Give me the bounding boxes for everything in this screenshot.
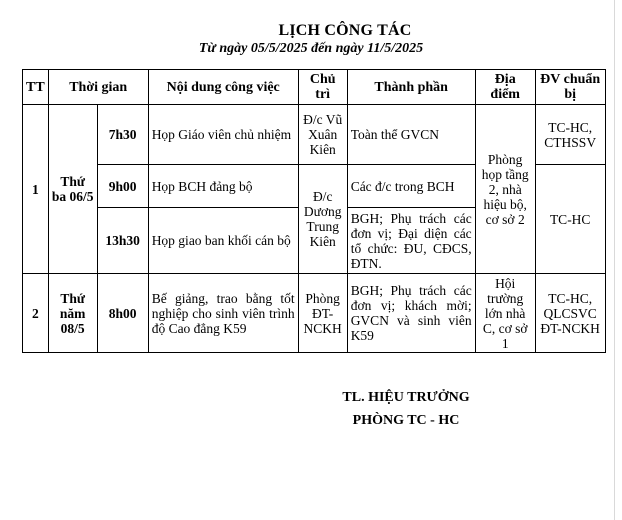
row-location: Hội trường lớn nhà C, cơ sở 1 (475, 274, 535, 353)
row-participants: BGH; Phụ trách các đơn vị; Đại diện các tổ chức: ĐU, CĐCS, ĐTN. (347, 208, 475, 274)
table-row (23, 105, 606, 165)
row-day: Thứ ba 06/5 (48, 105, 97, 274)
page-edge-divider (614, 0, 615, 520)
row-prep-unit: TC-HC, CTHSSV (535, 105, 605, 165)
header-time: Thời gian (48, 70, 148, 105)
schedule-table (22, 69, 606, 353)
row-participants: Các đ/c trong BCH (347, 165, 475, 208)
row-chair: Phòng ĐT-NCKH (298, 274, 347, 353)
row-content: Họp Giáo viên chủ nhiệm (148, 105, 298, 165)
row-number: 1 (23, 105, 49, 274)
header-participants: Thành phần (347, 70, 475, 105)
header-tt: TT (23, 70, 49, 105)
signature-title: TL. HIỆU TRƯỞNG (342, 390, 470, 405)
header-chair: Chủ trì (298, 70, 347, 105)
header-content: Nội dung công việc (148, 70, 298, 105)
date-range-subtitle: Từ ngày 05/5/2025 đến ngày 11/5/2025 (198, 41, 424, 56)
row-chair: Đ/c Vũ Xuân Kiên (298, 105, 347, 165)
row-content: Họp giao ban khối cán bộ (148, 208, 298, 274)
row-day: Thứ năm 08/5 (48, 274, 97, 353)
row-number: 2 (23, 274, 49, 353)
row-prep-unit: TC-HC (535, 165, 605, 274)
row-participants: BGH; Phụ trách các đơn vị; khách mời; GVCN và sinh viên K59 (347, 274, 475, 353)
row-time: 8h00 (97, 274, 148, 353)
row-time: 7h30 (97, 105, 148, 165)
signature-department: PHÒNG TC - HC (352, 413, 460, 428)
row-content: Họp BCH đảng bộ (148, 165, 298, 208)
row-location: Phòng họp tầng 2, nhà hiệu bộ, cơ sở 2 (475, 105, 535, 274)
row-time: 9h00 (97, 165, 148, 208)
row-content: Bế giảng, trao bằng tốt nghiệp cho sinh viên trình độ Cao đẳng K59 (148, 274, 298, 353)
row-chair: Đ/c Dương Trung Kiên (298, 165, 347, 274)
document-title: LỊCH CÔNG TÁC (278, 22, 412, 39)
table-row (23, 274, 606, 353)
header-prep-unit: ĐV chuẩn bị (535, 70, 605, 105)
row-participants: Toàn thể GVCN (347, 105, 475, 165)
row-prep-unit: TC-HC, QLCSVC ĐT-NCKH (535, 274, 605, 353)
row-time: 13h30 (97, 208, 148, 274)
header-location: Địa điểm (475, 70, 535, 105)
table-header-row (23, 70, 606, 105)
